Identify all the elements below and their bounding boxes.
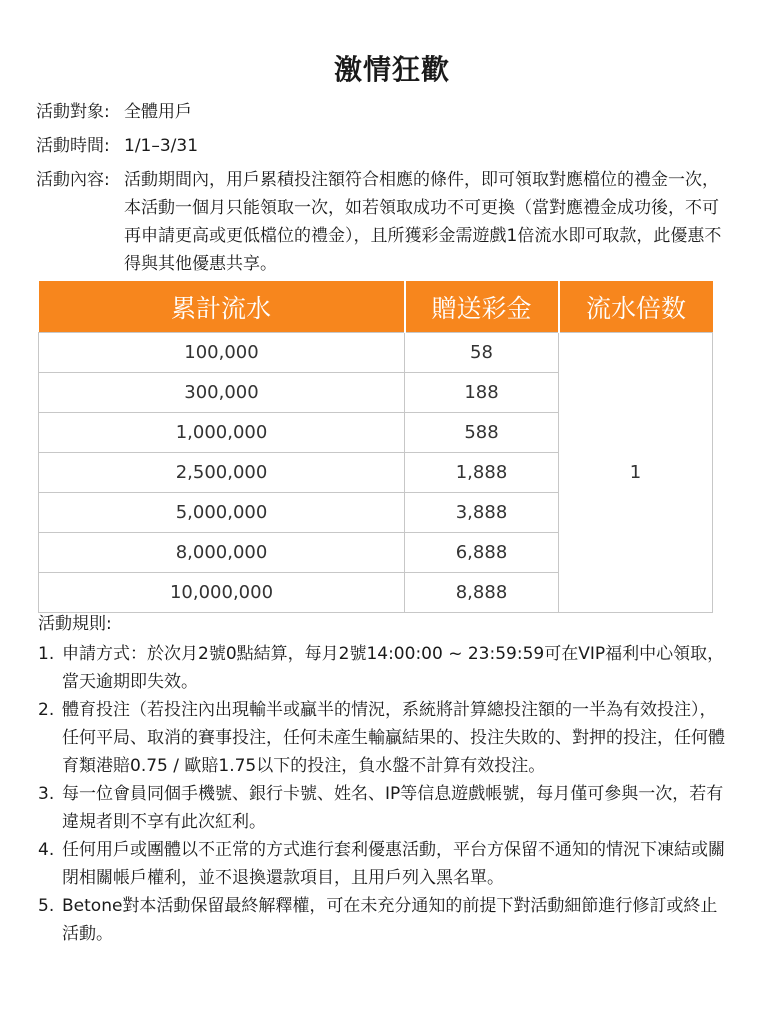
info-time-row (36, 132, 726, 160)
info-content-value: 活動期間內，用戶累積投注額符合相應的條件，即可領取對應檔位的禮金一次，本活動一個月只能領取一次，如若領取成功不可更換（當對應禮金成功後，不可再申請更高或更低檔位的禮金），且所獲彩金需遊戲1倍流水即可取款，此優惠不得與其他優惠共享。 (124, 170, 722, 274)
bonus-cell: 8,888 (405, 573, 559, 613)
bonus-cell: 1,888 (405, 453, 559, 493)
rule-item (38, 640, 728, 696)
table-header-row (39, 281, 713, 333)
rule-number: 3. (38, 784, 55, 804)
rule-item (38, 780, 728, 836)
info-content-row (36, 166, 726, 278)
rules-section (38, 610, 728, 948)
header-bonus: 贈送彩金 (405, 281, 559, 333)
rule-number: 5. (38, 896, 55, 916)
info-target-value: 全體用戶 (124, 102, 192, 122)
turnover-cell: 10,000,000 (39, 573, 405, 613)
bonus-cell: 588 (405, 413, 559, 453)
table-row (39, 333, 713, 373)
rules-title: 活動規則: (38, 614, 112, 634)
rule-text: 任何用戶或團體以不正常的方式進行套利優惠活動，平台方保留不通知的情況下凍結或關閉相關帳戶權利，並不退換還款項目，且用戶列入黑名單。 (62, 840, 725, 888)
page-title: 激情狂歡 (333, 53, 450, 86)
rule-number: 4. (38, 840, 55, 860)
rule-item (38, 836, 728, 892)
rules-list (38, 640, 728, 948)
bonus-cell: 58 (405, 333, 559, 373)
info-target-row (36, 98, 726, 126)
info-time-label: 活動時間: (36, 136, 110, 156)
rule-text: 每一位會員同個手機號、銀行卡號、姓名、IP等信息遊戲帳號，每月僅可參與一次，若有違規者則不享有此次紅利。 (62, 784, 724, 832)
rule-text: 申請方式：於次月2號0點結算，每月2號14:00:00 ~ 23:59:59可在VIP福利中心領取，當天逾期即失效。 (62, 644, 725, 692)
bonus-cell: 6,888 (405, 533, 559, 573)
turnover-cell: 100,000 (39, 333, 405, 373)
turnover-cell: 5,000,000 (39, 493, 405, 533)
info-target-label: 活動對象: (36, 102, 110, 122)
multiplier-cell: 1 (559, 333, 713, 613)
turnover-cell: 1,000,000 (39, 413, 405, 453)
bonus-table (38, 281, 713, 613)
bonus-cell: 3,888 (405, 493, 559, 533)
header-multiplier: 流水倍数 (559, 281, 713, 333)
rule-item (38, 696, 728, 780)
turnover-cell: 2,500,000 (39, 453, 405, 493)
header-turnover: 累計流水 (39, 281, 405, 333)
rule-text: 體育投注（若投注內出現輸半或贏半的情況，系統將計算總投注額的一半為有效投注），任何平局、取消的賽事投注，任何未產生輸贏結果的、投注失敗的、對押的投注，任何體育類港賠0.75 / 歐賠1.75以下的投注，負水盤不計算有效投注。 (62, 700, 725, 776)
rule-number: 1. (38, 644, 55, 664)
turnover-cell: 300,000 (39, 373, 405, 413)
rule-item (38, 892, 728, 948)
rule-text: Betone對本活動保留最終解釋權，可在未充分通知的前提下對活動細節進行修訂或終止活動。 (62, 896, 718, 944)
rule-number: 2. (38, 700, 55, 720)
bonus-cell: 188 (405, 373, 559, 413)
info-time-value: 1/1–3/31 (124, 136, 199, 156)
info-content-label: 活動內容: (36, 170, 110, 190)
turnover-cell: 8,000,000 (39, 533, 405, 573)
